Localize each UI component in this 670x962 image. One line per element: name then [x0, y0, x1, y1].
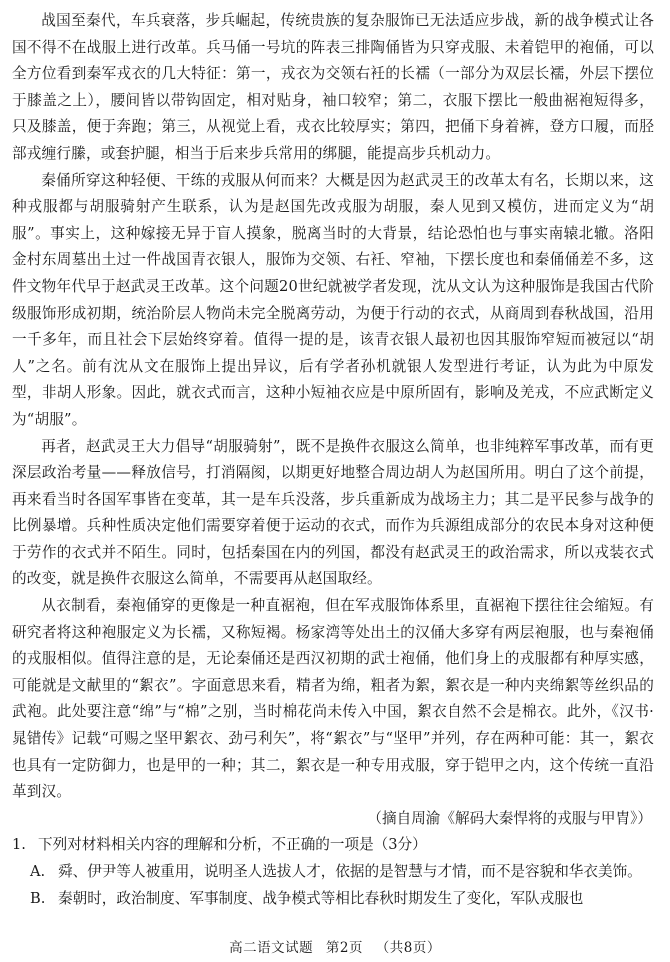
reading-passage [12, 8, 654, 832]
passage-source: （摘自周渝《解码大秦悍将的戎服与甲胄》） [367, 809, 652, 827]
page-footer [0, 936, 670, 956]
option-a-text: 舜、伊尹等人被重用，说明圣人选拔人才，依据的是智慧与才情，而不是容貌和华衣美饰。 [58, 863, 642, 880]
passage-paragraph-2: 秦俑所穿这种轻便、干练的戎服从何而来？大概是因为赵武灵王的改革太有名，长期以来，这种戎服都与胡服骑射产生联系，认为是赵国先改戎服为胡服，秦人见到又模仿，进而定义为“胡服”。事实上，这种嫁接无异于盲人摸象，脱离当时的大背景，结论恐怕也与事实南辕北辙。洛阳金村东周墓出土过一件战国青衣银人，服饰为交领、右衽、窄袖，下摆长度也和秦俑俑差不多，这件文物年代早于赵武灵王改革。这个问题20世纪就被学者发现，沈从文认为这种服饰是我国古代阶级服饰形成初期，统治阶层人物尚未完全脱离劳动，为便于行动的衣式，从商周到春秋战国，沿用一千多年，而且社会下层始终穿着。值得一提的是，该青衣银人最初也因其服饰窄短而被冠以“胡人”之名。前有沈从文在服饰上提出异议，后有学者孙机就银人发型进行考证，认为此为中原发型，非胡人形象。因此，就衣式而言，这种小短袖衣应是中原所固有，影响及羌戎，不应武断定义为“胡服”。 [12, 171, 654, 428]
option-a-label: A. [30, 863, 46, 880]
question-text: 下列对材料相关内容的理解和分析，不正确的一项是（3分） [38, 836, 427, 854]
option-a [12, 859, 654, 886]
question-number: 1. [12, 836, 26, 854]
passage-paragraph-3: 再者，赵武灵王大力倡导“胡服骑射”，既不是换件衣服这么简单，也非纯粹军事改革，而有更深层政治考量——释放信号，打消隔阂，以期更好地整合周边胡人为赵国所用。明白了这个前提，再来看当时各国军事皆在变革，其一是车兵没落，步兵重新成为战场主力；其二是平民参与战争的比例暴增。兵种性质决定他们需要穿着便于运动的衣式，而作为兵源组成部分的农民本身对这种便于劳作的衣式并不陌生。同时，包括秦国在内的列国，都没有赵武灵王的政治需求，所以戎装衣式的改变，就是换件衣服这么简单，不需要再从赵国取经。 [12, 437, 654, 588]
footer-page: 第2页 [325, 940, 363, 956]
passage-paragraph-4: 从衣制看，秦袍俑穿的更像是一种直裾袍，但在军戎服饰体系里，直裾袍下摆往往会缩短。有研究者将这种袍服定义为长襦，又称短褐。杨家湾等处出土的汉俑大多穿有两层袍服，也与秦袍俑的戎服相似。值得注意的是，无论秦俑还是西汉初期的武士袍俑，他们身上的戎服都有种厚实感，可能就是文献里的“絮衣”。字面意思来看，精者为绵，粗者为絮，絮衣是一种内夹绵絮等丝织品的武袍。此处要注意“绵”与“棉”之别，当时棉花尚未传入中国，絮衣自然不会是棉衣。此外，《汉书·晁错传》记载“可赐之坚甲絮衣、劲弓利矢”，将“絮衣”与“坚甲”并列，存在两种可能：其一，絮衣也具有一定防御力，也是甲的一种；其二，絮衣是一种专用戎服，穿于铠甲之内，这个传统一直沿革到汉。 [12, 597, 654, 801]
passage-paragraph-1: 战国至秦代，车兵衰落，步兵崛起，传统贵族的复杂服饰已无法适应步战，新的战争模式让各国不得不在战服上进行改革。兵马俑一号坑的阵表三排陶俑皆为只穿戎服、未着铠甲的袍俑，可以全方位看到秦军戎衣的几大特征：第一，戎衣为交领右衽的长襦（一部分为双层长襦，外层下摆位于膝盖之上），腰间皆以带钩固定，相对贴身，袖口较窄；第二，衣服下摆比一般曲裾袍短得多，只及膝盖，便于奔跑；第三，从视觉上看，戎衣比较厚实；第四，把俑下身着裤，登方口履，而胫部戎缠行縢，或套护腿，相当于后来步兵常用的绑腿，能提高步兵机动力。 [12, 12, 654, 162]
option-b-label: B. [30, 889, 46, 907]
question-stem [12, 832, 654, 859]
option-b [12, 886, 654, 913]
footer-subject: 高二语文试题 [229, 940, 314, 956]
question-1 [12, 832, 654, 912]
footer-total: （共8页） [375, 940, 441, 956]
option-b-text: 秦朝时，政治制度、军事制度、战争模式等相比春秋时期发生了变化，军队戎服也 [58, 889, 584, 907]
